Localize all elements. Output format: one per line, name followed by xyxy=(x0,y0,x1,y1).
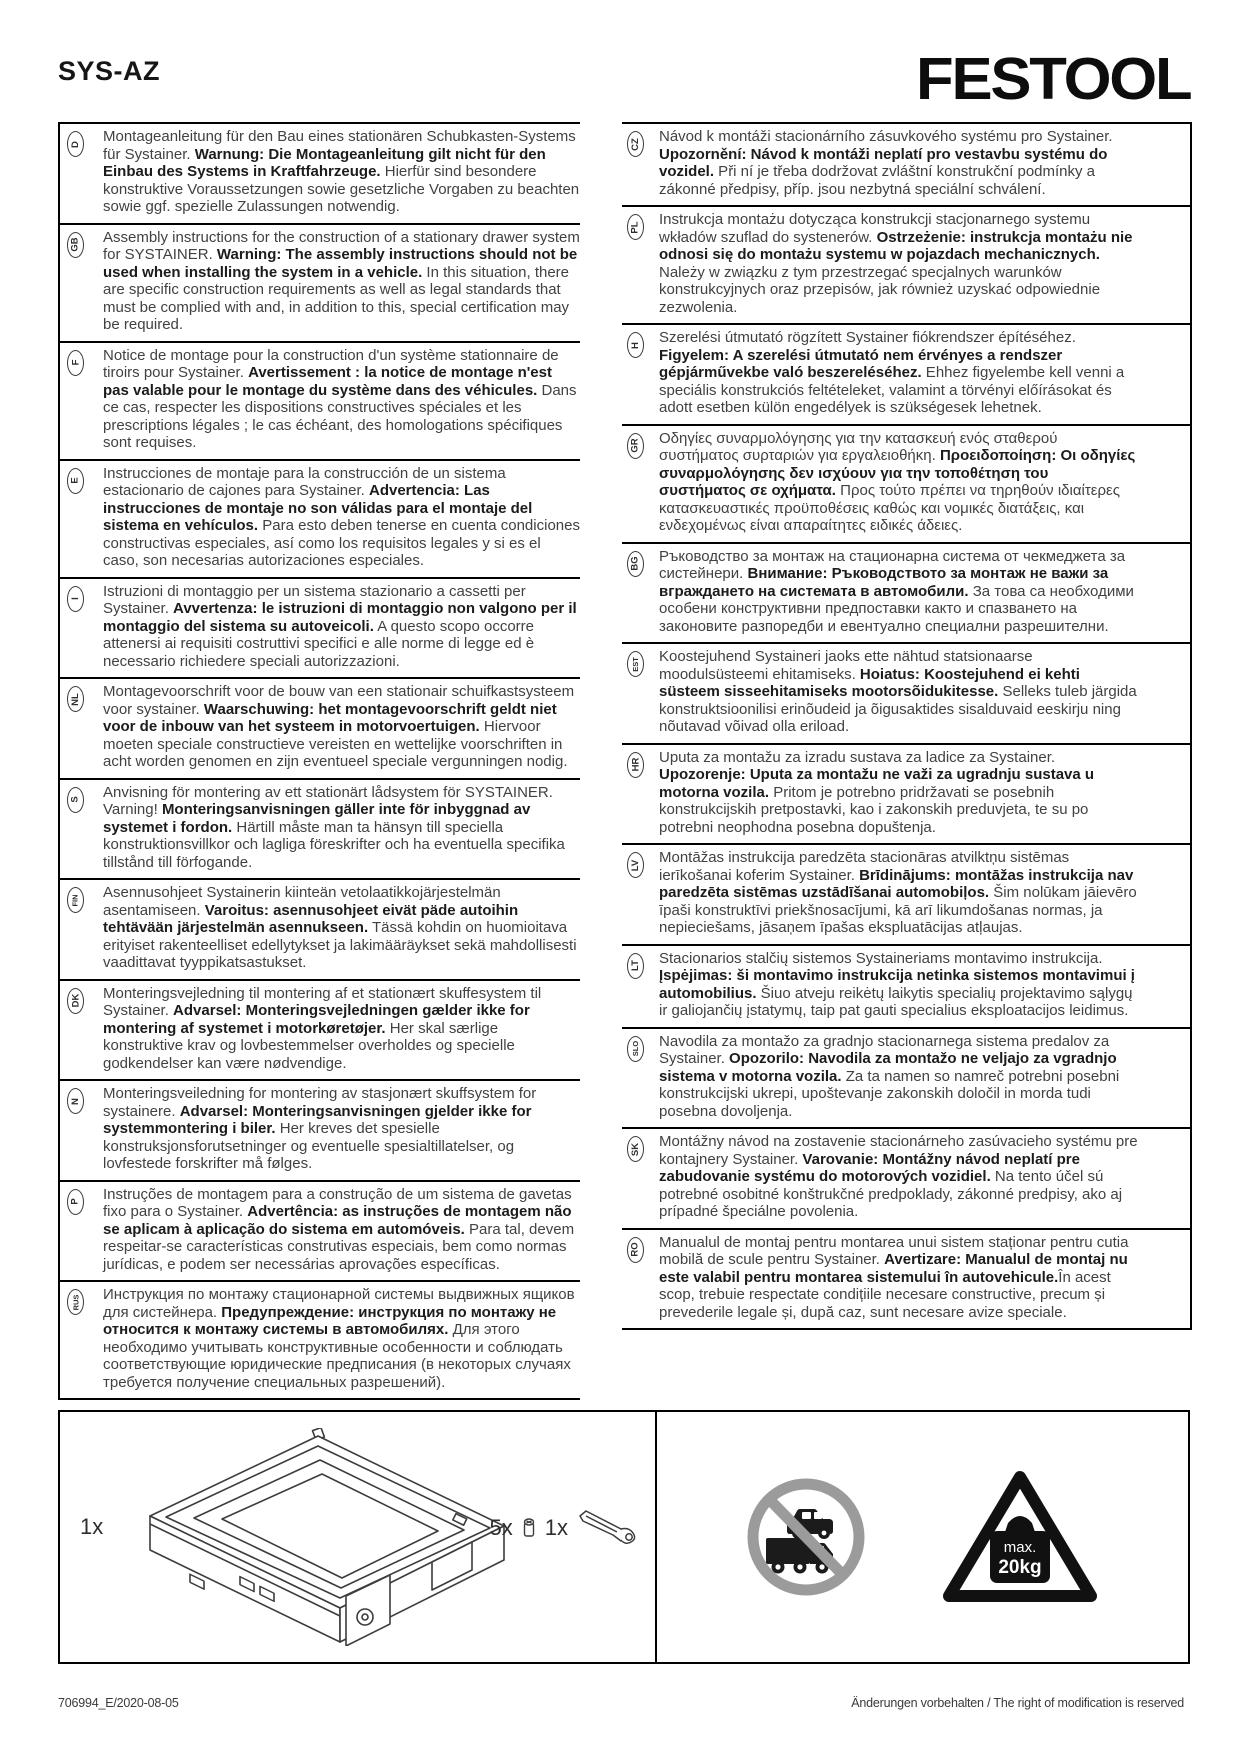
language-text-F: Notice de montage pour la construction d'un système stationnaire de tiroirs pour Systainer. Avertissement : la notice de montage n'est pas valable pour le montage du système dans des véhicules. Dans ce cas, respecter les dispositions constructives spéciales et les prescriptions légales ; le cas échéant, des homologations spécifiques sont requises. xyxy=(103,346,577,451)
language-badge-LV: LV xyxy=(622,849,659,937)
language-badge-P: P xyxy=(60,1186,103,1274)
language-badge-H: H xyxy=(622,329,659,417)
language-text-PL: Instrukcja montażu dotycząca konstrukcji stacjonarnego systemu wkładów szuflad do systenerów. Ostrzeżenie: instrukcja montażu nie odnosi się do montażu systemu w pojazdach mechanicznych. Należy w związku z tym przestrzegać specjalnych warunków konstrukcyjnych oraz przepisów, jak również uzyskać odpowiednie zezwolenia. xyxy=(659,211,1133,316)
max-load-text-line1: max. xyxy=(1003,1539,1036,1556)
language-badge-HR: HR xyxy=(622,749,659,837)
language-text-GR: Οδηγίες συναρμολόγησης για την κατασκευή ενός σταθερού συστήματος συρταριών για εργαλειοθήκη. Προειδοποίηση: Οι οδηγίες συναρμολόγησης δεν ισχύουν για την τοποθέτηση του συστήματος σε οχήματα. Προς τούτο πρέπει να τηρηθούν ιδιαίτερες κατασκευαστικές προϋποθέσεις καθώς και νομικές διατάξεις, και ενδεχομένως είναι απαραίτητες ειδικές άδειες. xyxy=(659,429,1136,534)
language-text-LV: Montāžas instrukcija paredzēta stacionāras atvilktņu sistēmas ierīkošanai koferim Systainer. Brīdinājums: montāžas instrukcija nav paredzēta sistēmas uzstādīšanai automobiļos. Šim nolūkam jāievēro īpaši konstruktīvi priekšnosacījumi, kā arī likumdošanas normas, ja nepieciešams, jāsaņem īpašas ekspluatācijas atļaujas. xyxy=(659,849,1137,936)
language-block-CZ xyxy=(622,122,1190,205)
language-block-H xyxy=(622,323,1190,424)
language-badge-SLO: SLO xyxy=(622,1033,659,1121)
language-text-BG: Ръководство за монтаж на стационарна система от чекмеджета за систейнери. Внимание: Ръководството за монтаж не важи за вграждането на системата в автомобили. За това са необходими особени конструктивни предпоставки както и спазването на законовите разпоредби и евентуално специални разрешителни. xyxy=(659,547,1134,635)
language-badge-NL: NL xyxy=(60,683,103,771)
language-text-S: Anvisning för montering av ett stationärt lådsystem för SYSTAINER. Varning! Monteringsanvisningen gäller inte för inbyggnad av systemet i fordon. Härtill måste man ta hänsyn till speciella konstruktionsvillkor och lagliga föreskrifter och ha eventuella specifika tillstånd till förfogande. xyxy=(103,783,565,871)
language-text-GB: Assembly instructions for the construction of a stationary drawer system for SYSTAINER. Warning: The assembly instructions should not be used when installing the system in a vehicle. In this situation, there are specific construction requirements as well as legal standards that must be complied with and, in addition to this, special certification may be required. xyxy=(103,228,580,333)
max-load-text-line2: 20kg xyxy=(997,1557,1042,1578)
max-load-warning-icon xyxy=(938,1465,1102,1609)
language-block-GR xyxy=(622,424,1190,542)
language-badge-BG: BG xyxy=(622,548,659,636)
language-block-GB xyxy=(60,223,580,341)
language-block-S xyxy=(60,778,580,879)
language-text-SLO: Navodila za montažo za gradnjo stacionarnega sistema predalov za Systainer. Opozorilo: Navodila za montažo ne veljajo za vgradnjo sistema v motorna vozila. Za ta namen so namreč potrebni posebni konstrukcijski ukrepi, upoštevanje zakonskih določil in morda tudi posebna dovoljenja. xyxy=(659,1032,1120,1120)
language-block-FIN xyxy=(60,878,580,979)
language-block-SK xyxy=(622,1127,1190,1228)
language-badge-PL: PL xyxy=(622,211,659,316)
language-badge-D: D xyxy=(60,128,103,216)
language-text-FIN: Asennusohjeet Systainerin kiinteän vetolaatikkojärjestelmän asentamiseen. Varoitus: asennusohjeet eivät päde autoihin tehtävään järjestelmän asennukseen. Tässä kohdin on huomioitava erityiset rakenteelliset edellytykset ja lakimääräykset sekä mahdollisesti vaadittavat tyyppikatsastukset. xyxy=(103,884,577,971)
screw-quantity-label: 5x xyxy=(489,1515,513,1540)
language-text-RUS: Инструкция по монтажу стационарной системы выдвижных ящиков для систейнера. Предупреждение: инструкция по монтажу не относится к монтажу системы в автомобилях. Для этого необходимо учитывать конструктивные особенности и соблюдать соответствующие юридические предписания (в некоторых случаях требуется получение специальных разрешений). xyxy=(103,1286,575,1391)
language-block-PL xyxy=(622,205,1190,323)
language-text-DK: Monteringsvejledning til montering af et stationært skuffesystem til Systainer. Advarsel: Monteringsvejledningen gælder ikke for montering af systemet i motorkøretøjer. Her skal særlige konstruktive krav og lovbestemmelser overholdes og specielle godkendelser kan være nødvendige. xyxy=(103,984,542,1072)
key-quantity-label: 1x xyxy=(544,1515,568,1540)
language-badge-I: I xyxy=(60,583,103,671)
festool-logo: FESTOOL xyxy=(915,45,1190,112)
language-badge-CZ: CZ xyxy=(622,128,659,198)
language-badge-LT: LT xyxy=(622,950,659,1020)
language-block-LV xyxy=(622,843,1190,944)
language-badge-RO: RO xyxy=(622,1234,659,1322)
language-block-EST xyxy=(622,642,1190,743)
language-block-HR xyxy=(622,743,1190,844)
screw-icon xyxy=(522,1517,536,1539)
language-block-NL xyxy=(60,677,580,778)
language-badge-N: N xyxy=(60,1085,103,1173)
language-column-right xyxy=(622,122,1192,1330)
language-block-F xyxy=(60,341,580,459)
language-block-E xyxy=(60,459,580,577)
language-badge-S: S xyxy=(60,784,103,872)
language-block-RO xyxy=(622,1228,1190,1329)
assembly-key-icon xyxy=(577,1508,641,1548)
language-text-EST: Koostejuhend Systaineri jaoks ette nähtud statsionaarse moodulsüsteemi ehitamiseks. Hoiatus: Koostejuhend ei kehti süsteem sisseehitamiseks mootorsõidukitesse. Selleks tuleb järgida konstruktsioonilisi erinõudeid ja õigusaktides sisalduvaid eeskirju ning nõutavad võivad olla eriload. xyxy=(659,648,1137,735)
language-block-N xyxy=(60,1079,580,1180)
drawer-illustration xyxy=(132,1428,532,1646)
language-text-H: Szerelési útmutató rögzített Systainer fiókrendszer építéséhez. Figyelem: A szerelési útmutató nem érvényes a rendszer gépjárművekbe való beszereléséhez. Ehhez figyelembe kell venni a speciális konstrukciós feltételeket, valamint a törvényi előírásokat és adott esetben külön engedélyek is szükségesek lehetnek. xyxy=(659,329,1125,416)
language-badge-E: E xyxy=(60,465,103,570)
language-text-I: Istruzioni di montaggio per un sistema stazionario a cassetti per Systainer. Avvertenza: le istruzioni di montaggio non valgono per il montaggio del sistema su autoveicoli. A questo scopo occorre attenersi ai requisiti costruttivi specifici e alle norme di legge ed è necessario richiedere speciali autorizzazioni. xyxy=(103,582,577,670)
drawer-quantity-label: 1x xyxy=(80,1514,104,1539)
language-text-E: Instrucciones de montaje para la construcción de un sistema estacionario de cajones para Systainer. Advertencia: Las instrucciones de montaje no son válidas para el montaje del sistema en vehículos. Para esto deben tenerse en cuenta condiciones constructivas especiales, así como los requisitos legales y si es el caso, son necesarias autorizaciones especiales. xyxy=(103,464,580,569)
language-block-D xyxy=(60,122,580,223)
scope-of-delivery-box xyxy=(58,1410,1190,1664)
language-text-NL: Montagevoorschrift voor de bouw van een stationair schuifkastsysteem voor systainer. Waarschuwing: het montagevoorschrift geldt niet voor de inbouw van het systeem in motorvoertuigen. Hiervoor moeten speciale constructieve vereisten en wettelijke voorschriften in acht worden genomen en zijn eventueel speciale vergunningen nodig. xyxy=(103,683,575,770)
language-badge-GR: GR xyxy=(622,430,659,535)
language-text-P: Instruções de montagem para a construção de um sistema de gavetas fixo para o Systainer. Advertência: as instruções de montagem não se aplicam à aplicação do sistema em automóveis. Para tal, devem respeitar-se características construtivas especiais, bem como normas jurídicas, e podem ser necessárias aprovações específicas. xyxy=(103,1185,575,1273)
warning-signs-panel xyxy=(657,1412,1188,1662)
language-text-N: Monteringsveiledning for montering av stasjonært skuffsystem for systainere. Advarsel: Monteringsanvisningen gjelder ikke for systemmontering i biler. Her kreves det spesielle konstruksjonsforutsetninger og eventuelle spesialtillatelser, og lovfestede forskrifter må følges. xyxy=(103,1085,537,1172)
page-title: SYS-AZ xyxy=(58,56,161,86)
language-block-SLO xyxy=(622,1027,1190,1128)
language-block-P xyxy=(60,1180,580,1281)
language-block-DK xyxy=(60,979,580,1080)
language-block-LT xyxy=(622,944,1190,1027)
small-parts-row xyxy=(490,1508,642,1548)
language-block-I xyxy=(60,577,580,678)
language-badge-SK: SK xyxy=(622,1133,659,1221)
document-number: 706994_E/2020-08-05 xyxy=(58,1696,179,1710)
language-text-CZ: Návod k montáži stacionárního zásuvkového systému pro Systainer. Upozornění: Návod k montáži neplatí pro vestavbu systému do vozidel. Při ní je třeba dodržovat zvláštní konstrukční podmínky a zákonné předpisy, příp. jsou nezbytná speciální schválení. xyxy=(659,128,1113,198)
language-text-RO: Manualul de montaj pentru montarea unui sistem staționar pentru cutia mobilă de scule pentru Systainer. Avertizare: Manualul de montaj nu este valabil pentru montarea sistemului în autovehicule.În acest scop, trebuie respectate condițiile necesare constructive, precum și prevederile legale și, după caz, sunt necesare avize speciale. xyxy=(659,1233,1129,1321)
language-badge-F: F xyxy=(60,347,103,452)
no-vehicles-prohibition-icon xyxy=(744,1475,868,1599)
language-badge-GB: GB xyxy=(60,229,103,334)
language-badge-RUS: RUS xyxy=(60,1286,103,1391)
language-column-left xyxy=(58,122,580,1400)
language-text-HR: Uputa za montažu za izradu sustava za ladice za Systainer. Upozorenje: Uputa za montažu ne važi za ugradnju sustava u motorna vozila. Pritom je potrebno pridržavati se posebnih konstrukcijskih pretpostavki, kao i zakonskih preduvjeta, te su po potrebni neophodna posebna dopuštenja. xyxy=(659,748,1095,836)
language-badge-EST: EST xyxy=(622,648,659,736)
language-block-RUS xyxy=(60,1280,580,1398)
language-block-BG xyxy=(622,542,1190,643)
language-badge-DK: DK xyxy=(60,985,103,1073)
language-badge-FIN: FIN xyxy=(60,884,103,972)
language-text-D: Montageanleitung für den Bau eines stationären Schubkasten-Systems für Systainer. Warnung: Die Montageanleitung gilt nicht für den Einbau des Systems in Kraftfahrzeuge. Hierfür sind besondere konstruktive Voraussetzungen sowie gesetzliche Vorgaben zu beachten sowie ggf. spezielle Zulassungen notwendig. xyxy=(103,128,580,215)
kit-contents-panel xyxy=(60,1412,657,1662)
language-text-SK: Montážny návod na zostavenie stacionárneho zasúvacieho systému pre kontajnery Systainer. Varovanie: Montážny návod neplatí pre zabudovanie systému do motorových vozidiel. Na tento účel sú potrebné osobitné konštrukčné predpoklady, zákonné predpisy, ako aj prípadné špeciálne povolenia. xyxy=(659,1133,1138,1220)
language-text-LT: Stacionarios stalčių sistemos Systaineriams montavimo instrukcija. Įspėjimas: ši montavimo instrukcija netinka sistemos montavimui į automobilius. Šiuo atveju reikėtų laikytis specialių projektavimo sąlygų ir galiojančių įstatymų, taip pat gauti specialius eksploatacijos leidimus. xyxy=(659,949,1135,1019)
rights-notice: Änderungen vorbehalten / The right of modification is reserved xyxy=(851,1696,1184,1710)
